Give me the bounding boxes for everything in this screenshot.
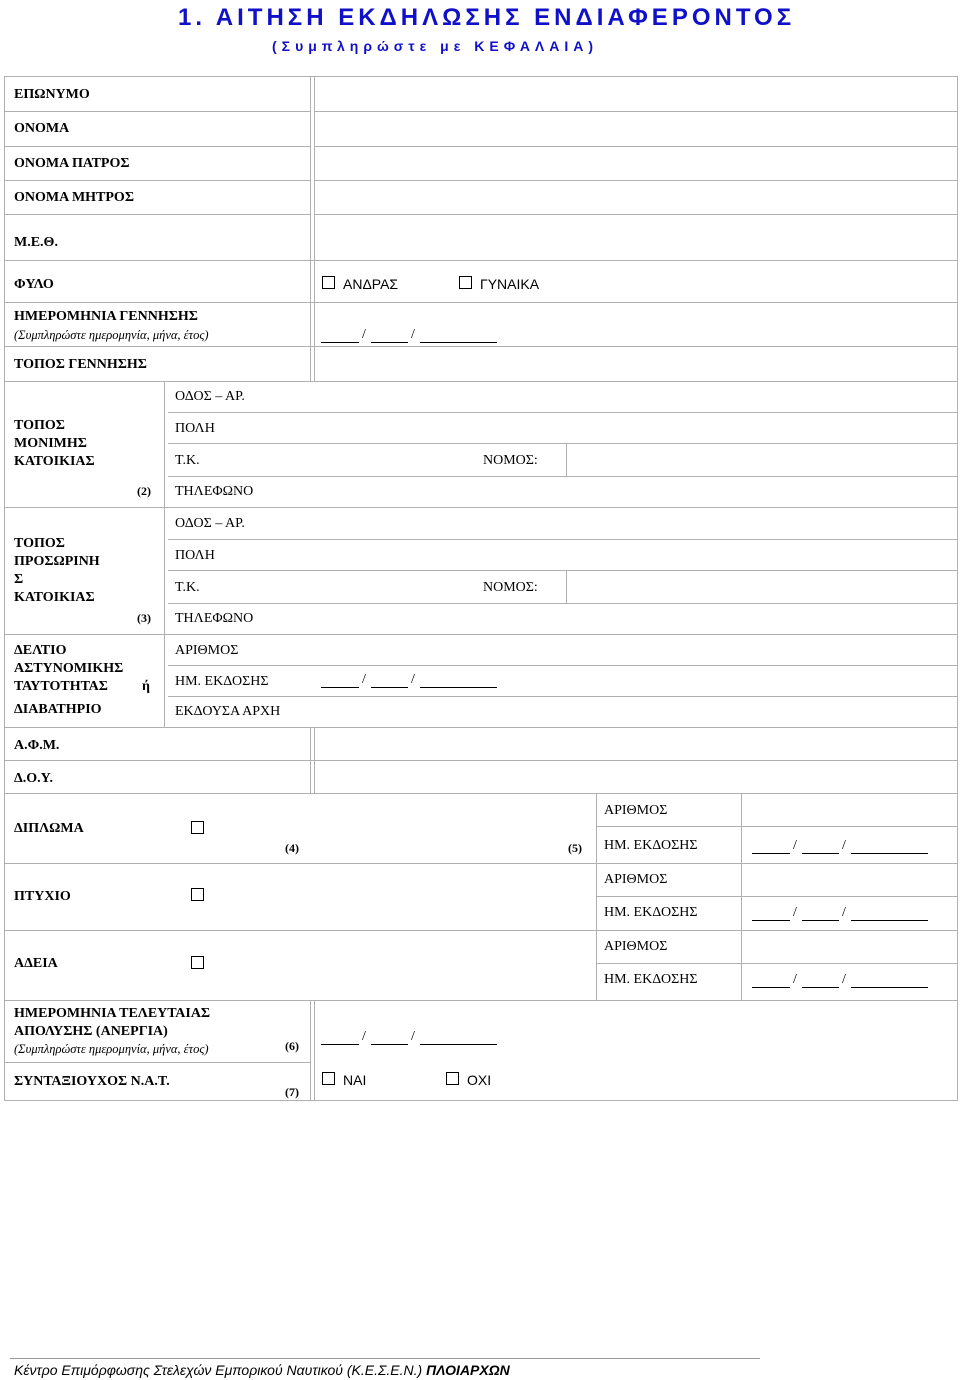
- id-card-or: ή: [142, 679, 150, 694]
- permanent-residence-label-1: ΤΟΠΟΣ: [14, 418, 65, 433]
- id-card-label-4: ΔΙΑΒΑΤΗΡΙΟ: [14, 702, 102, 717]
- diploma-issue-date-label: ΗΜ. ΕΚΔΟΣΗΣ: [604, 838, 698, 853]
- pension-yes-checkbox[interactable]: [322, 1072, 335, 1085]
- frame-left: [4, 76, 5, 1101]
- id-card-label-3: ΤΑΥΤΟΤΗΤΑΣ: [14, 679, 108, 694]
- license-label: ΑΔΕΙΑ: [14, 956, 58, 971]
- birth-date-hint: (Συμπληρώστε ημερομηνία, μήνα, έτος): [14, 328, 209, 342]
- permanent-residence-label-3: ΚΑΤΟΙΚΙΑΣ: [14, 454, 95, 469]
- degree-issue-date-label: ΗΜ. ΕΚΔΟΣΗΣ: [604, 905, 698, 920]
- qualification-note-5: (5): [568, 841, 582, 855]
- dismissal-label-1: ΗΜΕΡΟΜΗΝΙΑ ΤΕΛΕΥΤΑΙΑΣ: [14, 1006, 211, 1021]
- qualification-note-4: (4): [285, 841, 299, 855]
- dismissal-label-2: ΑΠΟΛΥΣΗΣ (ΑΝΕΡΓΙΑ): [14, 1024, 168, 1039]
- permanent-phone-label: ΤΗΛΕΦΩΝΟ: [175, 484, 254, 499]
- temporary-residence-label-1: ΤΟΠΟΣ: [14, 536, 65, 551]
- diploma-number-label: ΑΡΙΘΜΟΣ: [604, 803, 668, 818]
- sex-female-checkbox[interactable]: [459, 276, 472, 289]
- license-number-label: ΑΡΙΘΜΟΣ: [604, 939, 668, 954]
- pension-no-label: ΟΧΙ: [467, 1072, 492, 1088]
- meth-label: Μ.Ε.Θ.: [14, 235, 58, 250]
- surname-label: ΕΠΩΝΥΜΟ: [14, 87, 90, 102]
- pension-note: (7): [285, 1085, 299, 1099]
- afm-label: Α.Φ.Μ.: [14, 738, 60, 753]
- degree-checkbox[interactable]: [191, 888, 204, 901]
- father-name-label: ΟΝΟΜΑ ΠΑΤΡΟΣ: [14, 156, 130, 171]
- temporary-phone-label: ΤΗΛΕΦΩΝΟ: [175, 611, 254, 626]
- degree-number-label: ΑΡΙΘΜΟΣ: [604, 872, 668, 887]
- sex-male-label: ΑΝΔΡΑΣ: [343, 276, 399, 292]
- frame-bottom: [4, 1100, 958, 1101]
- temporary-residence-label-4: ΚΑΤΟΙΚΙΑΣ: [14, 590, 95, 605]
- license-checkbox[interactable]: [191, 956, 204, 969]
- form-subtitle: (Συμπληρώστε με ΚΕΦΑΛΑΙΑ): [272, 38, 599, 54]
- diploma-label: ΔΙΠΛΩΜΑ: [14, 821, 84, 836]
- diploma-checkbox[interactable]: [191, 821, 204, 834]
- id-card-label-2: ΑΣΤΥΝΟΜΙΚΗΣ: [14, 661, 124, 676]
- pension-label: ΣΥΝΤΑΞΙΟΥΧΟΣ Ν.Α.Τ.: [14, 1074, 170, 1089]
- id-authority-label: ΕΚΔΟΥΣΑ ΑΡΧΗ: [175, 704, 281, 719]
- sex-male-checkbox[interactable]: [322, 276, 335, 289]
- name-label: ΟΝΟΜΑ: [14, 121, 70, 136]
- temporary-residence-note: (3): [137, 611, 151, 625]
- temporary-residence-label-3: Σ: [14, 572, 24, 587]
- temporary-zip-label: Τ.Κ.: [175, 580, 200, 595]
- permanent-zip-label: Τ.Κ.: [175, 453, 200, 468]
- doy-label: Δ.Ο.Υ.: [14, 771, 54, 786]
- pension-yes-label: ΝΑΙ: [343, 1072, 367, 1088]
- sex-female-label: ΓΥΝΑΙΚΑ: [480, 276, 540, 292]
- form-title: 1. ΑΙΤΗΣΗ ΕΚΔΗΛΩΣΗΣ ΕΝΔΙΑΦΕΡΟΝΤΟΣ: [178, 4, 796, 31]
- birth-place-label: ΤΟΠΟΣ ΓΕΝΝΗΣΗΣ: [14, 357, 147, 372]
- temporary-city-label: ΠΟΛΗ: [175, 548, 215, 563]
- degree-label: ΠΤΥΧΙΟ: [14, 889, 71, 904]
- license-issue-date-label: ΗΜ. ΕΚΔΟΣΗΣ: [604, 972, 698, 987]
- id-card-label-1: ΔΕΛΤΙΟ: [14, 643, 67, 658]
- dismissal-hint: (Συμπληρώστε ημερομηνία, μήνα, έτος): [14, 1042, 209, 1056]
- frame-right: [957, 76, 958, 1101]
- frame-top: [4, 76, 958, 77]
- permanent-city-label: ΠΟΛΗ: [175, 421, 215, 436]
- permanent-residence-label-2: ΜΟΝΙΜΗΣ: [14, 436, 87, 451]
- temporary-street-label: ΟΔΟΣ – ΑΡ.: [175, 516, 245, 531]
- temporary-residence-label-2: ΠΡΟΣΩΡΙΝΗ: [14, 554, 100, 569]
- temporary-prefecture-label: ΝΟΜΟΣ:: [483, 580, 538, 595]
- footer-divider: [10, 1358, 760, 1359]
- sex-label: ΦΥΛΟ: [14, 277, 54, 292]
- pension-no-checkbox[interactable]: [446, 1072, 459, 1085]
- id-number-label: ΑΡΙΘΜΟΣ: [175, 643, 239, 658]
- dismissal-note: (6): [285, 1039, 299, 1053]
- mother-name-label: ΟΝΟΜΑ ΜΗΤΡΟΣ: [14, 190, 134, 205]
- permanent-prefecture-label: ΝΟΜΟΣ:: [483, 453, 538, 468]
- id-issue-date-label: ΗΜ. ΕΚΔΟΣΗΣ: [175, 674, 269, 689]
- footer-text: Κέντρο Επιμόρφωσης Στελεχών Εμπορικού Ναυτικού (Κ.Ε.Σ.Ε.Ν.) ΠΛΟΙΑΡΧΩΝ: [14, 1362, 510, 1378]
- permanent-street-label: ΟΔΟΣ – ΑΡ.: [175, 389, 245, 404]
- permanent-residence-note: (2): [137, 484, 151, 498]
- birth-date-label: ΗΜΕΡΟΜΗΝΙΑ ΓΕΝΝΗΣΗΣ: [14, 309, 198, 324]
